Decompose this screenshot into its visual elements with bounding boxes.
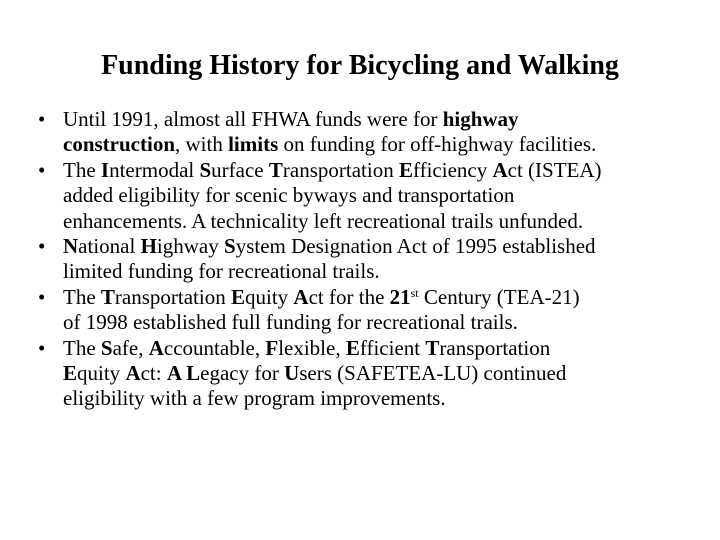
bullet-text: limited funding for recreational trails. bbox=[63, 259, 380, 284]
bullet-text: egacy for bbox=[200, 361, 285, 386]
bullet-text-bold: S bbox=[100, 335, 113, 360]
bullet-text-bold: E bbox=[398, 157, 413, 182]
bullet-text-bold: E bbox=[230, 284, 245, 309]
bullet-line bbox=[63, 285, 718, 310]
bullet-text: lexible, bbox=[278, 335, 346, 360]
bullet-text: ighway bbox=[156, 234, 224, 259]
bullet-line bbox=[63, 386, 718, 411]
bullet-line bbox=[63, 107, 718, 132]
bullet-text: The bbox=[63, 284, 101, 309]
bullet-line bbox=[63, 310, 718, 335]
bullet-line bbox=[63, 234, 718, 259]
bullet-text: The bbox=[63, 335, 101, 360]
bullet-dot-icon: • bbox=[38, 284, 46, 309]
bullet-text: eligibility with a few program improvements. bbox=[63, 386, 446, 411]
bullet-text-bold: A bbox=[125, 361, 141, 386]
bullet-item bbox=[38, 285, 718, 336]
bullet-text-bold: F bbox=[265, 335, 279, 360]
bullet-text: ct (ISTEA) bbox=[507, 157, 602, 182]
bullet-text-bold: limits bbox=[228, 132, 279, 157]
bullet-dot-icon: • bbox=[38, 335, 46, 360]
bullet-list bbox=[38, 107, 718, 412]
bullet-dot-icon: • bbox=[38, 107, 46, 131]
bullet-text-bold: S bbox=[199, 157, 212, 182]
bullet-text: afe, bbox=[112, 335, 149, 360]
bullet-text-bold: A bbox=[293, 284, 309, 309]
bullet-text-bold: construction bbox=[63, 132, 175, 157]
bullet-line bbox=[63, 336, 718, 361]
bullet-line bbox=[63, 158, 718, 183]
bullet-text: added eligibility for scenic byways and transportation bbox=[63, 183, 515, 208]
bullet-text: , with bbox=[175, 132, 229, 157]
bullet-text: enhancements. A technicality left recreational trails unfunded. bbox=[63, 208, 584, 233]
bullet-text: Century (TEA-21) bbox=[418, 284, 580, 309]
bullet-text: ational bbox=[78, 234, 141, 259]
bullet-line bbox=[63, 209, 718, 234]
bullet-text-bold: U bbox=[284, 361, 300, 386]
bullet-text-bold: T bbox=[268, 157, 283, 182]
slide-title: Funding History for Bicycling and Walking bbox=[101, 50, 619, 81]
bullet-text-bold: 21 bbox=[389, 284, 411, 309]
bullet-text: urface bbox=[211, 157, 269, 182]
bullet-text: ntermodal bbox=[109, 157, 200, 182]
bullet-text-bold: S bbox=[224, 234, 236, 259]
bullet-text-bold: I bbox=[100, 157, 110, 182]
bullet-text: ct: bbox=[140, 361, 167, 386]
bullet-line bbox=[63, 132, 718, 157]
bullet-text: Until 1991, almost all FHWA funds were for bbox=[63, 107, 443, 131]
bullet-item bbox=[38, 336, 718, 412]
bullet-text: sers (SAFETEA-LU) continued bbox=[299, 361, 567, 386]
bullet-line bbox=[63, 259, 718, 284]
bullet-dot-icon: • bbox=[38, 234, 46, 259]
bullet-text: ccountable, bbox=[163, 335, 266, 360]
bullet-item bbox=[38, 158, 718, 234]
bullet-text: on funding for off-highway facilities. bbox=[278, 132, 597, 157]
bullet-text: ransportation bbox=[282, 157, 399, 182]
bullet-text-bold: E bbox=[63, 361, 78, 386]
bullet-text-bold: A bbox=[148, 335, 164, 360]
bullet-text-bold: E bbox=[345, 335, 360, 360]
bullet-text-bold: N bbox=[63, 234, 79, 259]
bullet-text: quity bbox=[245, 284, 294, 309]
bullet-text: The bbox=[63, 157, 101, 182]
bullet-text-bold: A bbox=[492, 157, 508, 182]
bullet-text: ystem Designation Act of 1995 established bbox=[235, 234, 596, 259]
bullet-text: st bbox=[410, 285, 419, 300]
bullet-text-bold: highway bbox=[442, 107, 519, 131]
bullet-text-bold: H bbox=[140, 234, 157, 259]
bullet-text: ransportation bbox=[439, 335, 551, 360]
bullet-text: ct for the bbox=[308, 284, 390, 309]
bullet-line bbox=[63, 183, 718, 208]
bullet-text-bold: A L bbox=[166, 361, 201, 386]
bullet-text: of 1998 established full funding for recreational trails. bbox=[63, 310, 518, 335]
bullet-line bbox=[63, 361, 718, 386]
bullet-text-bold: T bbox=[100, 284, 115, 309]
bullet-text-bold: T bbox=[425, 335, 440, 360]
bullet-text: ransportation bbox=[114, 284, 231, 309]
bullet-dot-icon: • bbox=[38, 157, 46, 182]
bullet-text: fficient bbox=[359, 335, 426, 360]
bullet-item bbox=[38, 107, 718, 158]
bullet-text: quity bbox=[77, 361, 126, 386]
bullet-text: fficiency bbox=[412, 157, 493, 182]
bullet-item bbox=[38, 234, 718, 285]
